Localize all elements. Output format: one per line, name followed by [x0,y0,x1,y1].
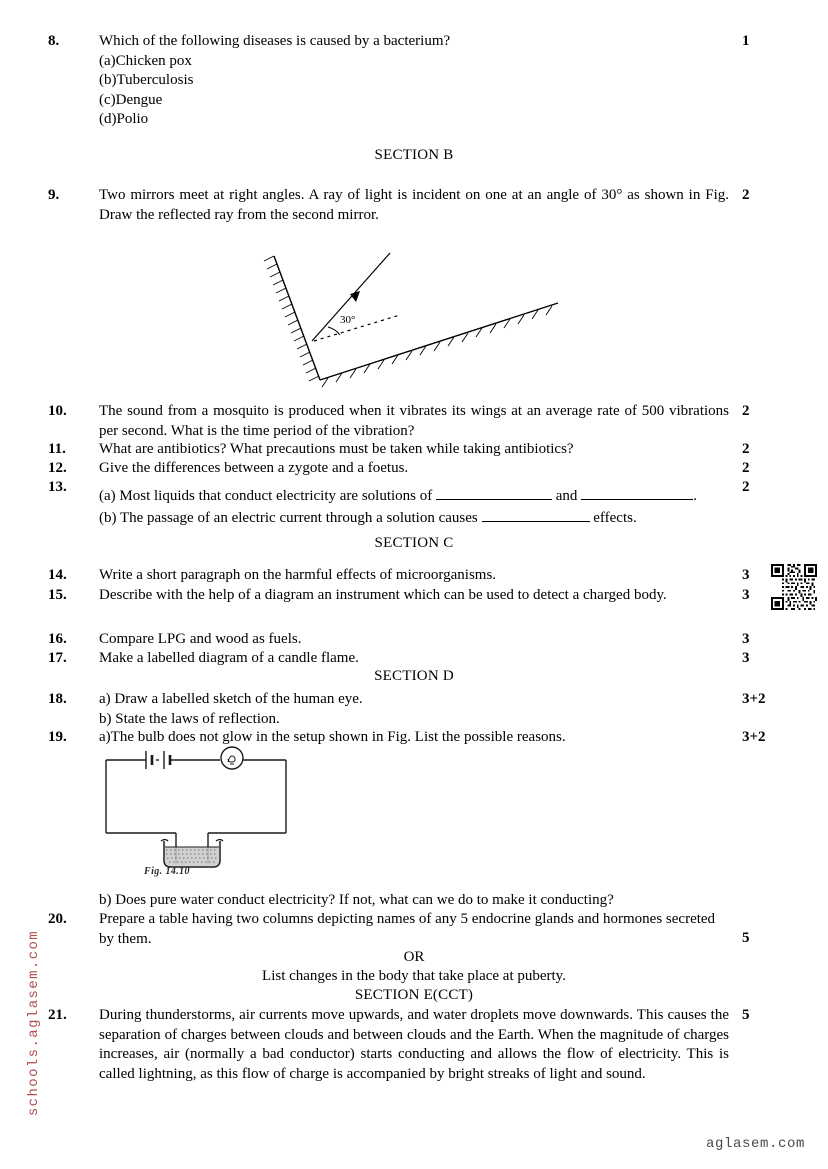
question-number-9: 9. [48,187,60,203]
question-13b-prefix: (b) The passage of an electric current through a solution causes [99,509,478,526]
option-8-c: (c)Dengue [99,91,163,108]
question-number-12: 12. [48,460,67,476]
electrolysis-circuit-figure [98,746,294,871]
question-text-14: Write a short paragraph on the harmful effects of microorganisms. [99,567,497,583]
marks-20: 5 [742,930,750,946]
question-text-17: Make a labelled diagram of a candle flame. [99,650,359,666]
question-text-8: Which of the following diseases is caused by a bacterium? [99,33,451,49]
question-number-14: 14. [48,567,67,583]
question-13a-prefix: (a) Most liquids that conduct electricity are solutions of [99,488,433,504]
question-number-16: 16. [48,631,67,647]
question-text-16: Compare LPG and wood as fuels. [99,631,302,647]
question-text-9: Two mirrors meet at right angles. A ray of light is incident on one at an angle of 30° as shown in Fig. Draw the reflected ray from the second mirror. [99,187,729,223]
marks-17: 3 [742,650,750,666]
question-number-19: 19. [48,729,67,745]
marks-13: 2 [742,479,750,495]
question-body-18 [99,690,729,729]
question-number-8: 8. [48,33,60,49]
option-8-b: (b)Tuberculosis [99,72,194,88]
mirror-reflection-figure [252,243,582,391]
answer-blank-13a-1[interactable] [436,486,552,500]
mirror-angle-label: 30° [340,314,356,326]
section-heading-d: SECTION D [374,668,454,684]
marks-14: 3 [742,567,750,583]
question-number-13: 13. [48,479,67,495]
question-text-20: Prepare a table having two columns depicting names of any 5 endocrine glands and hormones secreted by them. [99,911,716,947]
question-text-15: Describe with the help of a diagram an instrument which can be used to detect a charged body. [99,587,667,603]
question-20-alternative: List changes in the body that take place at puberty. [262,968,566,984]
question-text-11: What are antibiotics? What precautions must be taken while taking antibiotics? [99,441,574,457]
question-body-8 [99,32,729,130]
question-20-or-label: OR [403,949,425,965]
section-heading-e: SECTION E(CCT) [354,987,474,1003]
marks-19: 3+2 [742,729,766,745]
side-watermark: schools.aglasem.com [26,929,42,1117]
answer-blank-13a-2[interactable] [581,486,693,500]
marks-21: 5 [742,1007,750,1023]
marks-10: 2 [742,403,750,419]
question-19a-text: a)The bulb does not glow in the setup shown in Fig. List the possible reasons. [99,729,566,745]
marks-15: 3 [742,587,750,603]
marks-9: 2 [742,187,750,203]
marks-16: 3 [742,631,750,647]
question-number-21: 21. [48,1007,67,1023]
marks-18: 3+2 [742,691,766,707]
section-heading-b: SECTION B [374,147,454,163]
option-8-d: (d)Polio [99,111,149,127]
section-heading-c: SECTION C [374,535,454,551]
option-8-a: (a)Chicken pox [99,52,192,69]
question-body-13 [99,478,729,528]
marks-12: 2 [742,460,750,476]
question-13a-tail: . [693,488,697,504]
question-number-17: 17. [48,650,67,666]
marks-8: 1 [742,33,750,49]
marks-11: 2 [742,441,750,457]
question-13b-suffix: effects. [593,509,637,526]
question-number-15: 15. [48,587,67,603]
bottom-watermark: aglasem.com [706,1136,806,1152]
question-18b: b) State the laws of reflection. [99,710,280,727]
question-text-21: During thunderstorms, air currents move upwards, and water droplets move downwards. This causes the separation of charges between clouds and between clouds and the Earth. When the magnitude of charges increases, air (normally a bad conductor) starts conducting and allows the flow of electricity. This is called lightning, as this flow of charge is accompanied by bright streaks of light and sound. [99,1007,729,1082]
question-number-11: 11. [48,441,66,457]
question-19b-text: b) Does pure water conduct electricity? If not, what can we do to make it conducting? [99,892,614,908]
question-13b-line [99,508,729,529]
question-number-10: 10. [48,403,67,419]
question-18a: a) Draw a labelled sketch of the human eye. [99,691,363,707]
answer-blank-13b[interactable] [482,508,590,522]
question-number-20: 20. [48,911,67,927]
question-text-12: Give the differences between a zygote and a foetus. [99,460,409,476]
figure-caption-circuit: Fig. 14.10 [144,866,190,877]
question-13a-suffix: and [555,488,578,504]
question-text-10: The sound from a mosquito is produced when it vibrates its wings at an average rate of 500 vibrations per second. What is the time period of the vibration? [99,403,729,439]
question-number-18: 18. [48,691,67,707]
qr-code-icon [771,564,817,610]
